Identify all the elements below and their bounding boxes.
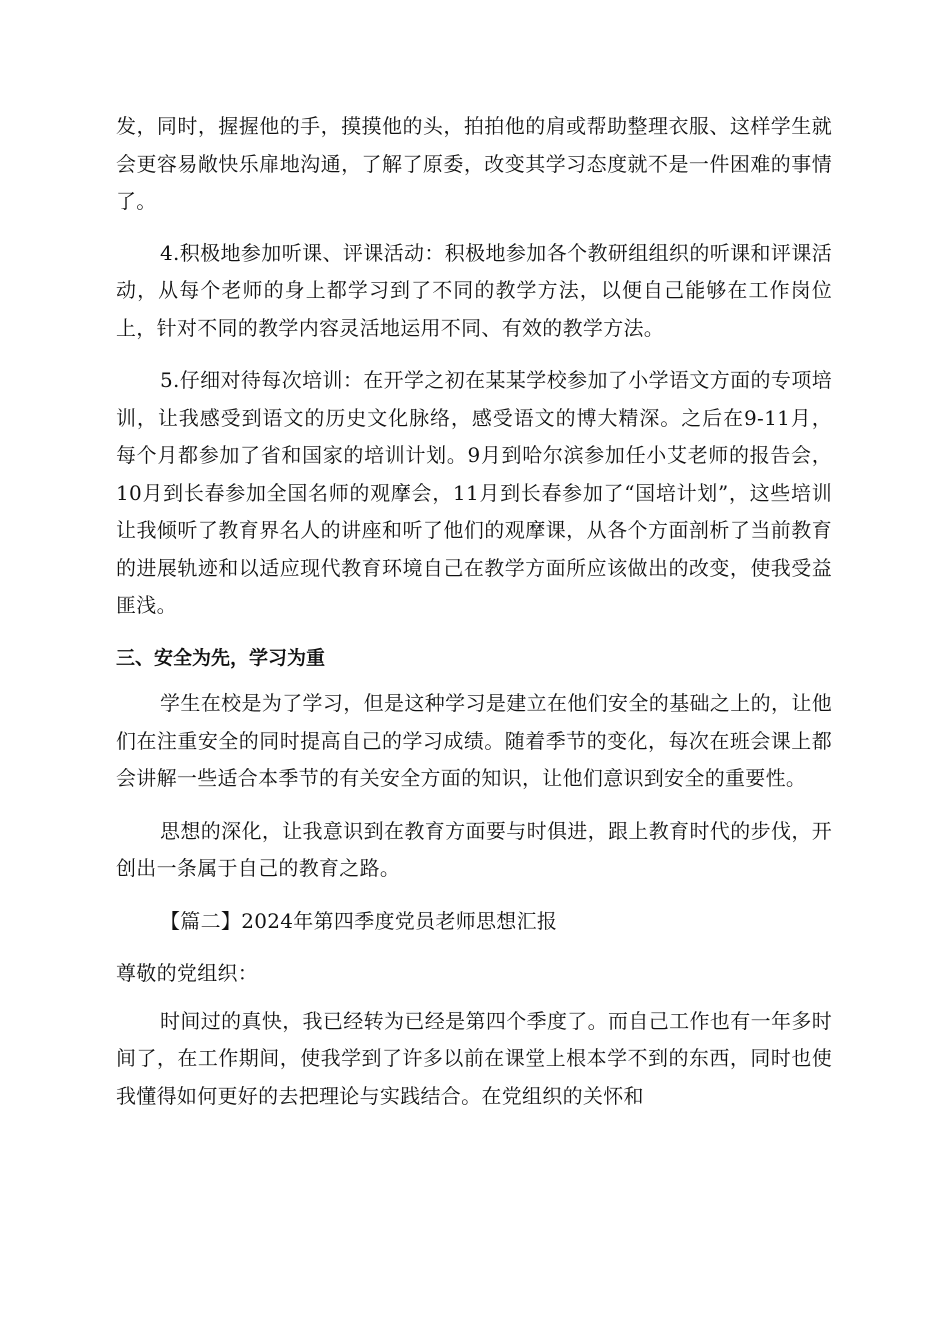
paragraph-safety: 学生在校是为了学习，但是这种学习是建立在他们安全的基础之上的，让他们在注重安全的同时提高自己的学习成绩。随着季节的变化，每次在班会课上都会讲解一些适合本季节的有关安全方面的知识，让他们意识到安全的重要性。 [116, 691, 832, 790]
section-heading: 三、安全为先，学习为重 [116, 646, 326, 669]
document-body [116, 108, 832, 1130]
paragraph-item-4: 4.积极地参加听课、评课活动：积极地参加各个教研组组织的听课和评课活动，从每个老师的身上都学习到了不同的教学方法，以便自己能够在工作岗位上，针对不同的教学内容灵活地运用不同、有效的教学方法。 [116, 240, 832, 340]
paragraph-body: 时间过的真快，我已经转为已经是第四个季度了。而自己工作也有一年多时间了，在工作期间，使我学到了许多以前在课堂上根本学不到的东西，同时也使我懂得如何更好的去把理论与实践结合。在党组织的关怀和 [116, 1008, 832, 1108]
paragraph-conclusion: 思想的深化，让我意识到在教育方面要与时俱进，跟上教育时代的步伐，开创出一条属于自己的教育之路。 [116, 818, 832, 880]
part-two-title: 【篇二】2024年第四季度党员老师思想汇报 [160, 908, 558, 933]
paragraph-item-5: 5.仔细对待每次培训：在开学之初在某某学校参加了小学语文方面的专项培训，让我感受到语文的历史文化脉络，感受语文的博大精深。之后在9-11月，每个月都参加了省和国家的培训计划。9月到哈尔滨参加任小艾老师的报告会，10月到长春参加全国名师的观摩会，11月到长春参加了“国培计划”，这些培训让我倾听了教育界名人的讲座和听了他们的观摩课，从各个方面剖析了当前教育的进展轨迹和以适应现代教育环境自己在教学方面所应该做出的改变，使我受益匪浅。 [116, 368, 832, 617]
paragraph-continuation: 发，同时，握握他的手，摸摸他的头，拍拍他的肩或帮助整理衣服、这样学生就会更容易敞快乐扉地沟通，了解了原委，改变其学习态度就不是一件困难的事情了。 [116, 114, 832, 213]
salutation: 尊敬的党组织： [116, 961, 259, 985]
